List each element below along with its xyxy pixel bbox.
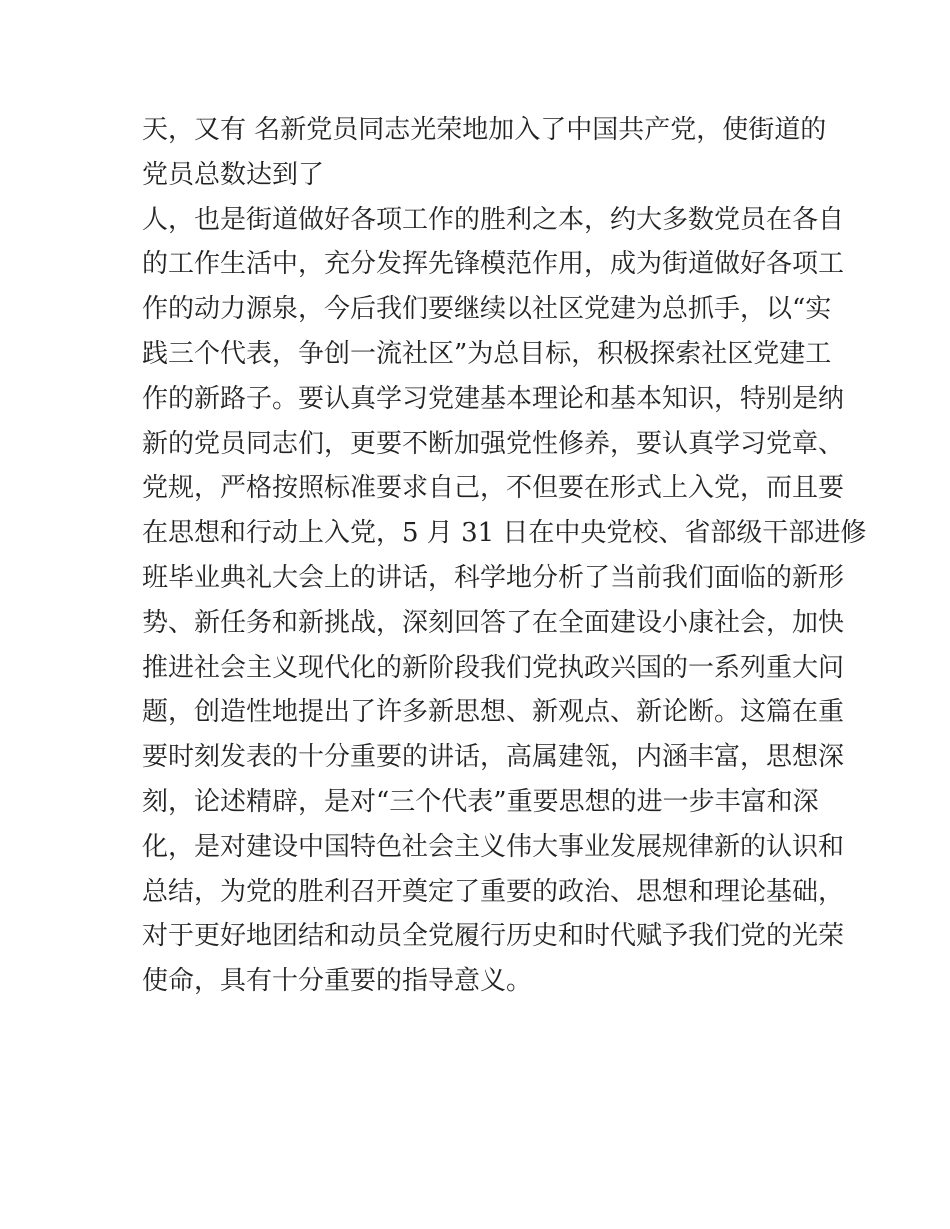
text-line: 作的新路子。要认真学习党建基本理论和基本知识，特别是纳 [142, 383, 845, 414]
text-line: 总结，为党的胜利召开奠定了重要的政治、思想和理论基础， [142, 876, 845, 907]
text-line: 题，创造性地提出了许多新思想、新观点、新论断。这篇在重 [142, 697, 845, 728]
text-line: 天，又有 名新党员同志光荣地加入了中国共产党，使街道的 [142, 115, 827, 145]
text-line: 对于更好地团结和动员全党履行历史和时代赋予我们党的光荣 [142, 921, 845, 952]
text-line: 践三个代表，争创一流社区”为总目标，积极探索社区党建工 [142, 338, 832, 369]
text-line: 班毕业典礼大会上的讲话，科学地分析了当前我们面临的新形 [142, 562, 845, 593]
text-line: 使命，具有十分重要的指导意义。 [142, 966, 533, 997]
text-line: 刻，论述精辟，是对“三个代表”重要思想的进一步丰富和深 [142, 786, 819, 817]
text-line: 化，是对建设中国特色社会主义伟大事业发展规律新的认识和 [142, 831, 845, 862]
text-line: 的工作生活中，充分发挥先锋模范作用，成为街道做好各项工 [142, 249, 845, 280]
text-line: 要时刻发表的十分重要的讲话，高属建瓴，内涵丰富，思想深 [142, 742, 845, 773]
text-line: 党规，严格按照标准要求自己，不但要在形式上入党，而且要 [142, 473, 845, 504]
text-line: 在思想和行动上入党，5 月 31 日在中央党校、省部级干部进修 [142, 518, 867, 549]
text-line: 势、新任务和新挑战，深刻回答了在全面建设小康社会，加快 [142, 607, 845, 638]
text-line: 推进社会主义现代化的新阶段我们党执政兴国的一系列重大问 [142, 652, 845, 683]
text-line: 新的党员同志们，更要不断加强党性修养，要认真学习党章、 [142, 428, 845, 459]
body-text [142, 108, 867, 1004]
text-line: 人，也是街道做好各项工作的胜利之本，约大多数党员在各自 [142, 204, 845, 235]
text-line: 作的动力源泉，今后我们要继续以社区党建为总抓手，以“实 [142, 294, 832, 325]
text-line: 党员总数达到了 [142, 159, 325, 190]
